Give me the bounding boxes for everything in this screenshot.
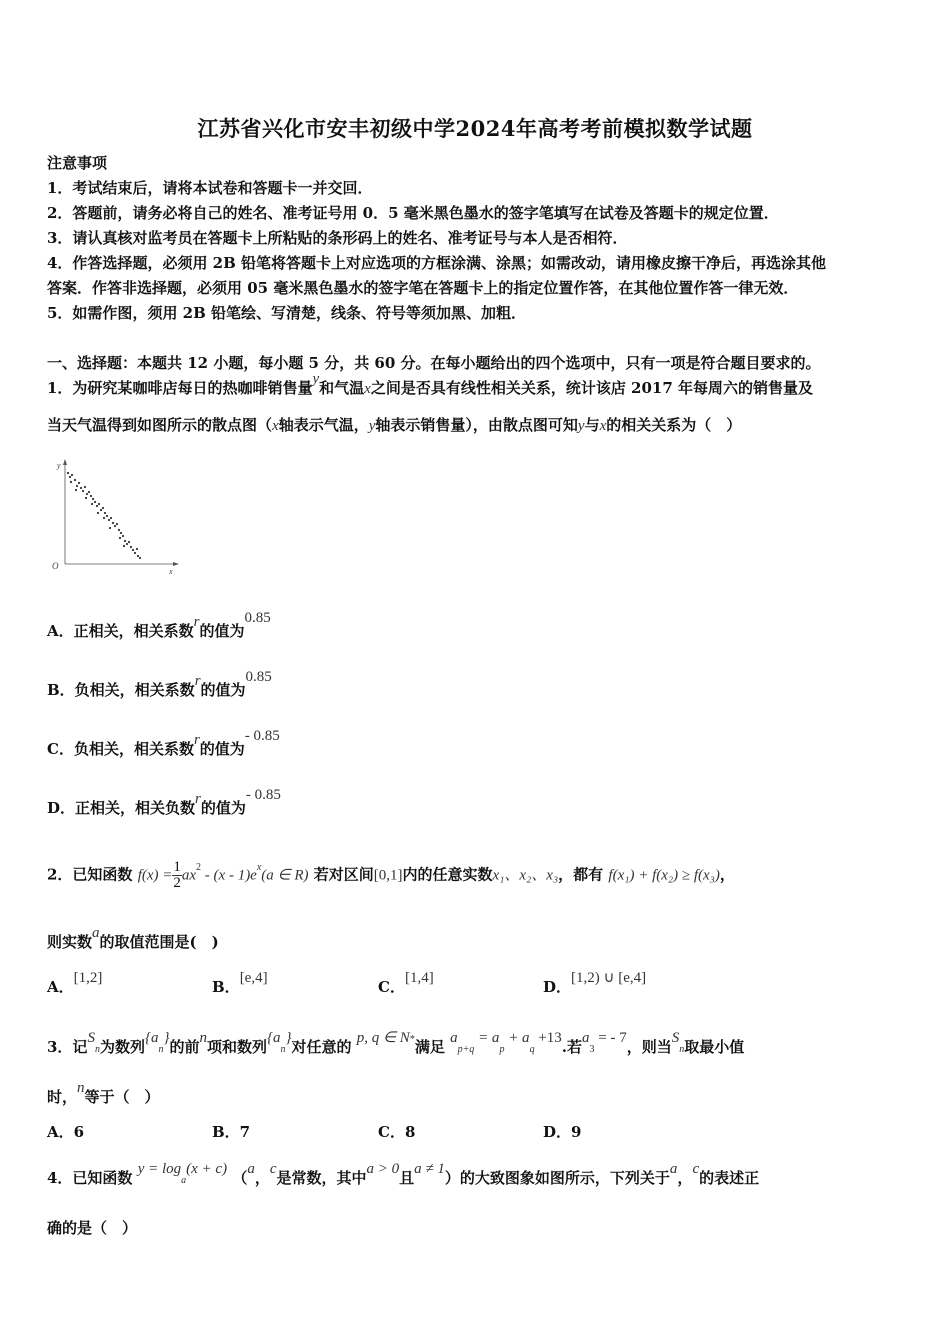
question-2-line-2: 则实数a的取值范围是( ) [47, 925, 219, 951]
question-1-option-b: B．负相关，相关系数r的值为0.85 [47, 669, 272, 699]
scatter-point [84, 486, 86, 488]
question-3-line-2: 时，n等于（ ） [47, 1080, 160, 1106]
scatter-point [94, 501, 96, 503]
notice-item-2: 2．答题前，请务必将自己的姓名、准考证号用 0．5 毫米黑色墨水的签字笔填写在试卷及答题卡的规定位置． [47, 204, 779, 222]
question-2-option-d: D．[1,2) ∪ [e,4] [543, 970, 647, 996]
question-3-line-1: 3．记Sn为数列{an}的前n项和数列{an}对任意的 p, q ∈ N*满足 ap+q = ap + aq +13.若a3 = - 7，则当Sn取最小值 [47, 1030, 745, 1056]
scatter-point [97, 512, 99, 514]
question-2-line-1: 2．已知函数 f(x) = $\frac{1}{2}$ $ax^2 - (x - 1)e^x(a$ ∈ R) 若对区间[0,1]内的任意实数x₁、x₂、x₃，都有 f(x₁) + f(x₂) ≥ f(x₃)， [47, 859, 735, 891]
scatter-point [96, 505, 98, 507]
scatter-points [67, 472, 141, 559]
fraction-half: $\frac{1}{2}$ [173, 859, 181, 891]
x-axis-arrow [173, 562, 179, 566]
scatter-point [75, 489, 77, 491]
scatter-point [92, 498, 94, 500]
question-1-option-d: D．正相关，相关负数r的值为- 0.85 [47, 787, 281, 817]
scatter-point [134, 552, 136, 554]
scatter-point [118, 529, 120, 531]
scatter-point [123, 545, 125, 547]
scatter-point [132, 549, 134, 551]
scatter-point [90, 495, 92, 497]
question-3-option-b: B．7 [212, 1123, 251, 1141]
scatter-point [124, 540, 126, 542]
scatter-point [106, 515, 108, 517]
scatter-point [67, 472, 69, 474]
scatter-point [128, 541, 130, 543]
scatter-point [104, 512, 106, 514]
scatter-point [137, 555, 139, 557]
notice-item-3: 3．请认真核对监考员在答题卡上所粘贴的条形码上的姓名、准考证号与本人是否相符． [47, 229, 628, 247]
axis-x-label: x [169, 567, 173, 576]
scatter-point [86, 493, 88, 495]
question-1-line-1: 1．为研究某咖啡店每日的热咖啡销售量y和气温x之间是否具有线性相关关系，统计该店 2017 年每周六的销售量及 [47, 371, 814, 397]
scatter-point [88, 491, 90, 493]
notice-item-4a: 4．作答选择题，必须用 2B 铅笔将答题卡上对应选项的方框涂满、涂黑；如需改动，请用橡皮擦干净后，再选涂其他 [47, 254, 827, 272]
question-1-line-2: 当天气温得到如图所示的散点图（x轴表示气温，y轴表示销售量），由散点图可知y与x的相关关系为（ ） [47, 416, 742, 434]
scatter-point [108, 519, 110, 521]
question-2-option-c: C．[1,4] [378, 970, 434, 996]
scatter-point [100, 509, 102, 511]
scatter-point [71, 474, 73, 476]
scatter-point [78, 482, 80, 484]
page-title: 江苏省兴化市安丰初级中学2024年高考考前模拟数学试题 [197, 116, 753, 141]
notice-item-4b: 答案．作答非选择题，必须用 05 毫米黑色墨水的签字笔在答题卡上的指定位置作答，在其他位置作答一律无效． [47, 279, 799, 297]
scatter-point [102, 507, 104, 509]
question-3-option-d: D．9 [543, 1123, 582, 1141]
scatter-point [69, 476, 71, 478]
question-3-option-a: A．6 [47, 1123, 85, 1141]
scatter-point [98, 503, 100, 505]
y-axis-arrow [63, 459, 67, 465]
scatter-point [114, 525, 116, 527]
scatter-point [126, 543, 128, 545]
scatter-point [130, 546, 132, 548]
scatter-point [136, 548, 138, 550]
question-4-line-2: 确的是（ ） [47, 1219, 138, 1237]
scatter-point [116, 523, 118, 525]
scatter-point [109, 527, 111, 529]
section-heading: 一、选择题：本题共 12 小题，每小题 5 分，共 60 分。在每小题给出的四个选项中，只有一项是符合题目要求的。 [47, 354, 821, 372]
question-2-option-b: B．[e,4] [212, 970, 268, 996]
question-2-option-a: A．[1,2] [47, 970, 103, 996]
scatter-point [91, 503, 93, 505]
question-1-option-c: C．负相关，相关系数r的值为- 0.85 [47, 728, 280, 758]
scatter-point [80, 487, 82, 489]
scatter-plot-figure [48, 458, 183, 578]
axis-y-label: y [57, 461, 61, 470]
scatter-point [139, 557, 141, 559]
origin-label: O [52, 561, 59, 571]
scatter-point [76, 485, 78, 487]
scatter-point [103, 517, 105, 519]
notice-heading: 注意事项 [47, 154, 108, 172]
scatter-point [82, 490, 84, 492]
notice-item-5: 5．如需作图，须用 2B 铅笔绘、写清楚，线条、符号等须加黑、加粗． [47, 304, 526, 322]
question-4-line-1: 4．已知函数 y = loga(x + c) （a，c是常数，其中a > 0且a ≠ 1）的大致图象如图所示，下列关于a，c的表述正 [47, 1161, 760, 1187]
scatter-point [120, 532, 122, 534]
question-1-option-a: A．正相关，相关系数r的值为0.85 [47, 610, 271, 640]
scatter-point [74, 479, 76, 481]
question-3-option-c: C．8 [378, 1123, 416, 1141]
scatter-point [122, 535, 124, 537]
scatter-point [85, 497, 87, 499]
scatter-point [70, 481, 72, 483]
notice-item-1: 1．考试结束后，请将本试卷和答题卡一并交回． [47, 179, 373, 197]
scatter-point [119, 537, 121, 539]
scatter-point [110, 517, 112, 519]
scatter-point [112, 522, 114, 524]
